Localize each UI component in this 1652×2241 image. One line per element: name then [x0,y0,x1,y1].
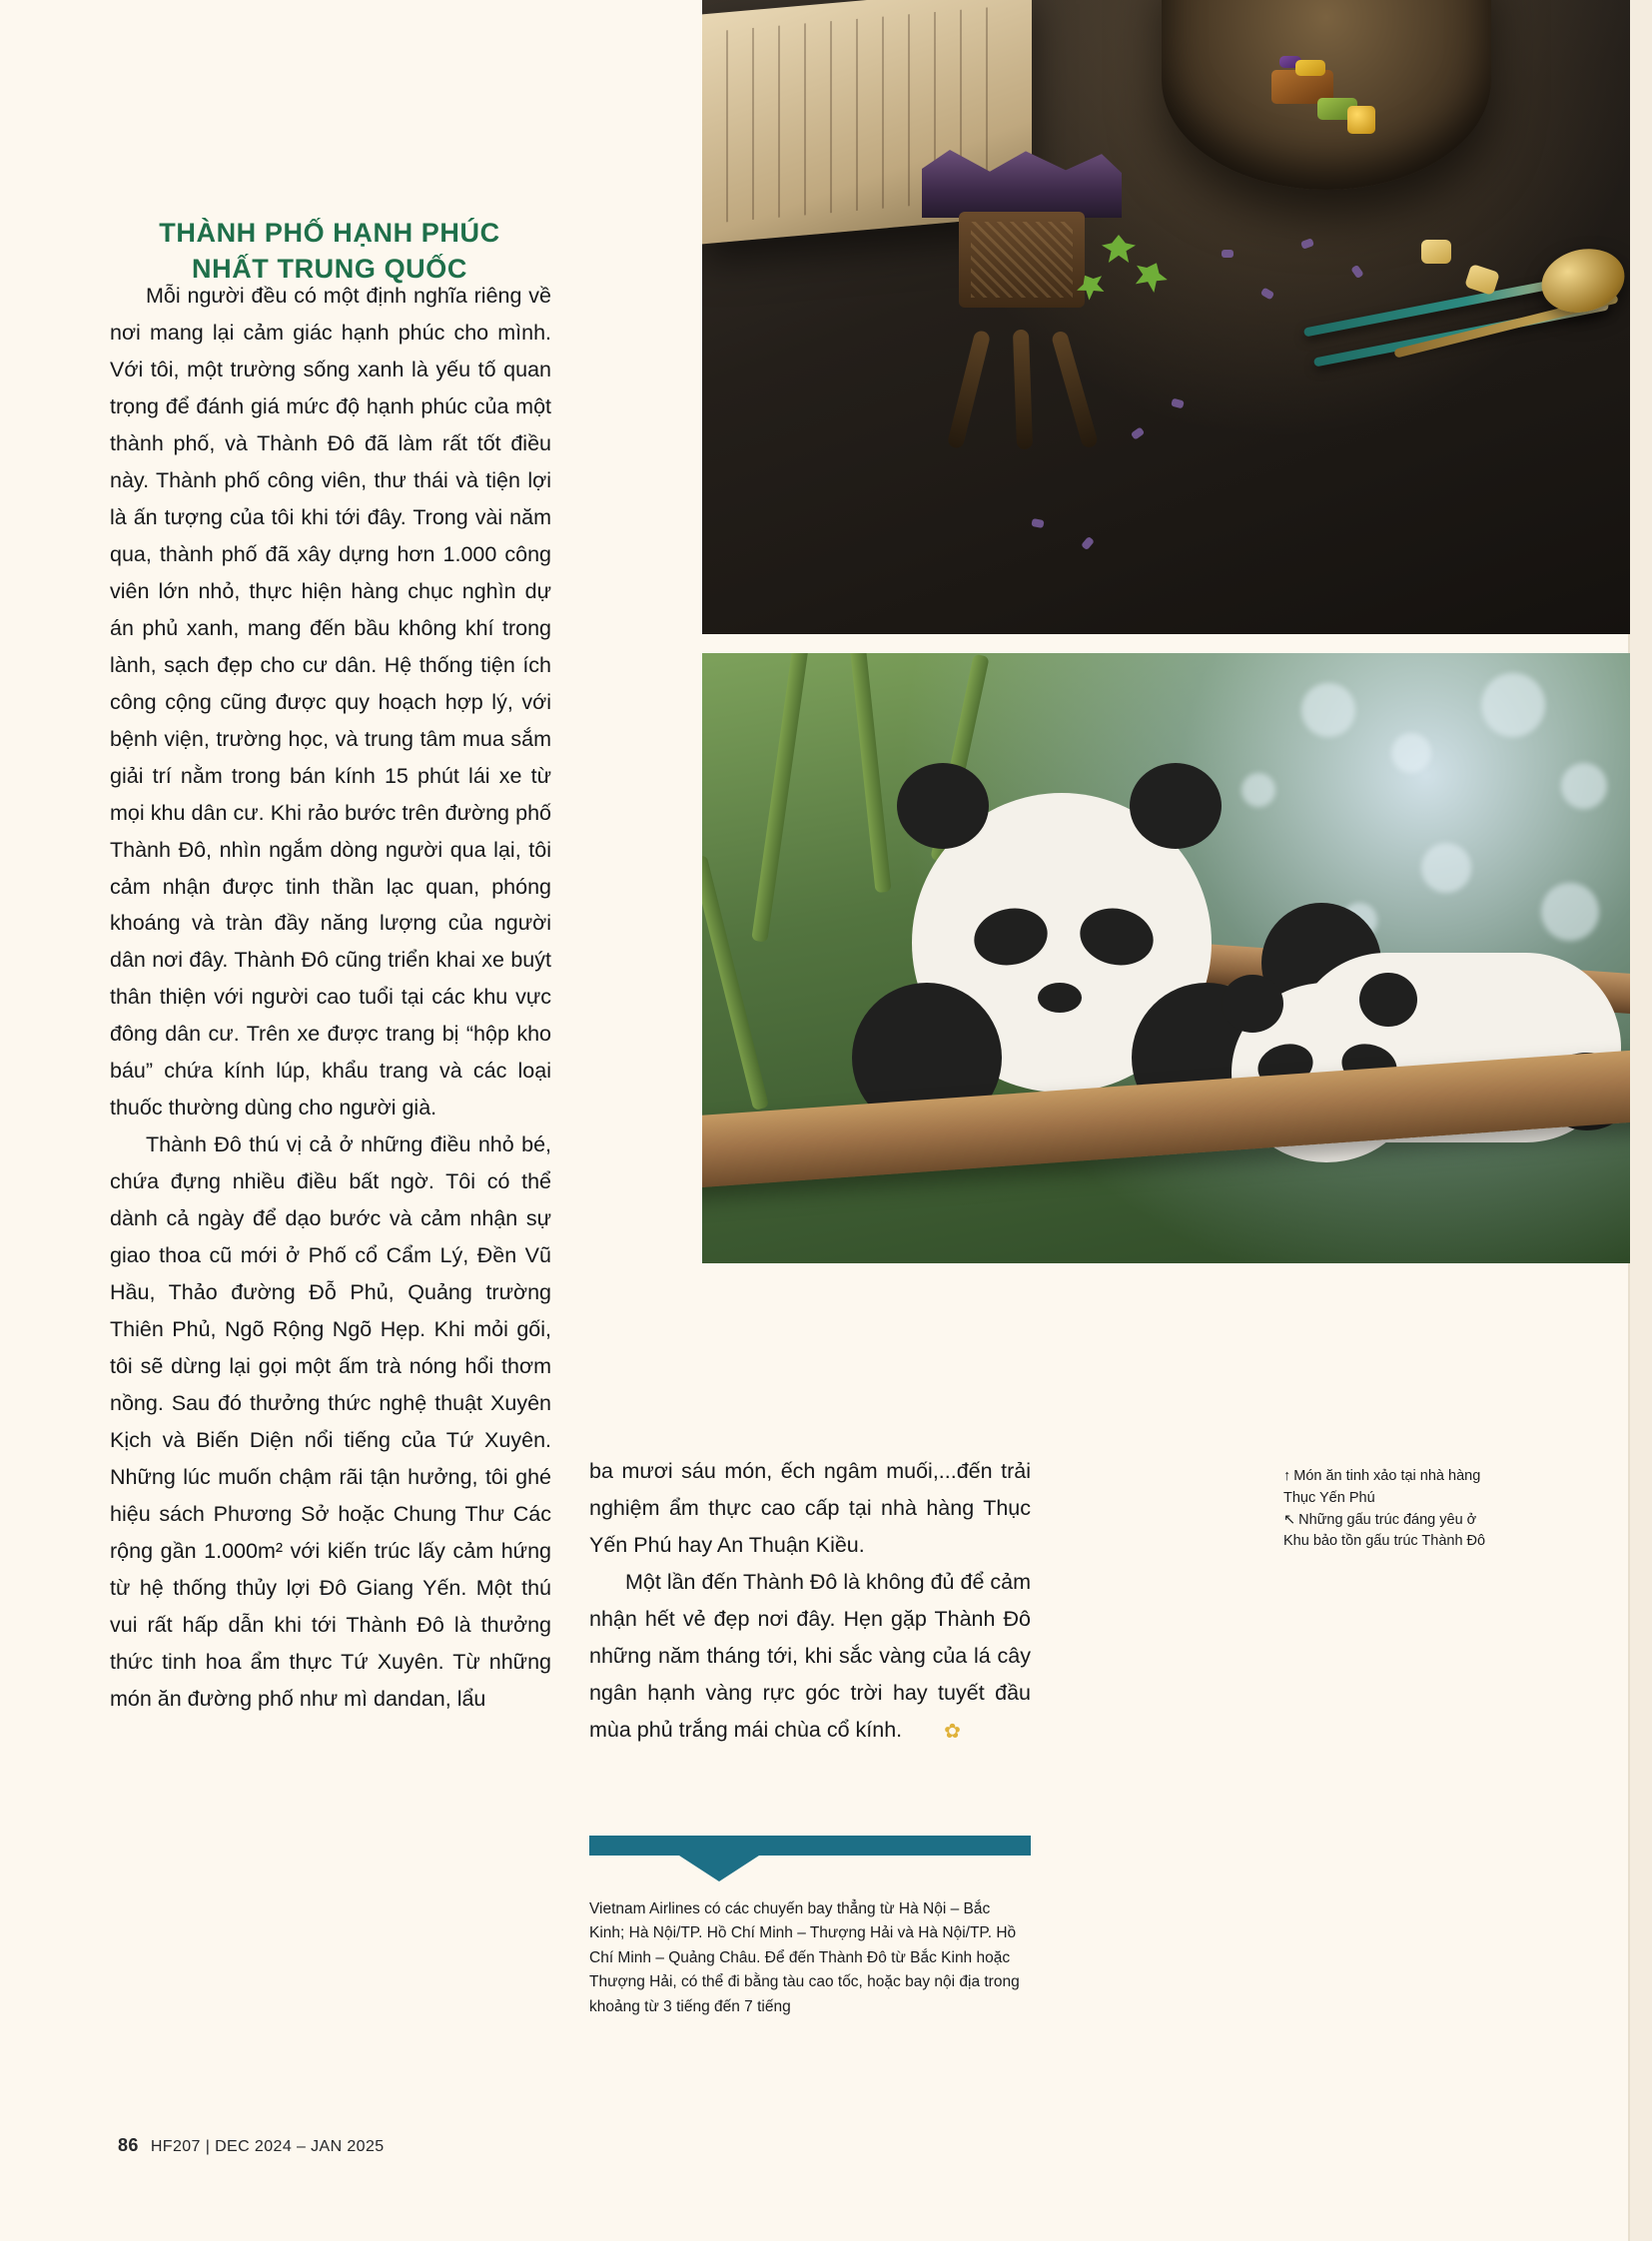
paragraph-2: Thành Đô thú vị cả ở những điều nhỏ bé, chứa đựng nhiều điều bất ngờ. Tôi có thể dành cả ngày để dạo bước và cảm nhận sự giao thoa cũ mới ở Phố cổ Cẩm Lý, Đền Vũ Hầu, Thảo đường Đỗ Phủ, Quảng trường Thiên Phủ, Ngõ Rộng Ngõ Hẹp. Khi mỏi gối, tôi sẽ dừng lại gọi một ấm trà nóng hổi thơm nồng. Sau đó thưởng thức nghệ thuật Xuyên Kịch và Biến Diện nổi tiếng của Tứ Xuyên. Những lúc muốn chậm rãi tận hưởng, tôi ghé hiệu sách Phương Sở hoặc Chung Thư Các rộng gần 1.000m² với kiến trúc lấy cảm hứng từ hệ thống thủy lợi Đô Giang Yến. Một thú vui rất hấp dẫn khi tới Thành Đô là thưởng thức tinh hoa ẩm thực Tứ Xuyên. Từ những món ăn đường phố như mì dandan, lẩu [110,1132,551,1711]
paragraph-1: Mỗi người đều có một định nghĩa riêng về nơi mang lại cảm giác hạnh phúc cho mình. Với tôi, một trường sống xanh là yếu tố quan trọng để đánh giá mức độ hạnh phúc của một thành phố, và Thành Đô đã làm rất tốt điều này. Thành phố công viên, thư thái và tiện lợi là ấn tượng của tôi khi tới đây. Trong vài năm qua, thành phố đã xây dựng hơn 1.000 công viên lớn nhỏ, thực hiện hàng chục nghìn dự án phủ xanh, mang đến bầu không khí trong lành, sạch đẹp cho cư dân. Hệ thống tiện ích công cộng cũng được quy hoạch hợp lý, với bệnh viện, trường học, và trung tâm mua sắm giải trí nằm trong bán kính 15 phút lái xe từ mọi khu dân cư. Khi rảo bước trên đường phố Thành Đô, nhìn ngắm dòng người qua lại, tôi cảm nhận được tinh thần lạc quan, phóng khoáng và tràn đầy năng lượng của người dân nơi đây. Thành Đô cũng triển khai xe buýt thân thiện với người cao tuổi tại các khu vực đông dân cư. Trên xe được trang bị “hộp kho báu” chứa kính lúp, khẩu trang và các loại thuốc thường dùng cho người già. [110,284,551,1120]
food-plating-photo [702,0,1630,634]
bokeh-light [1421,843,1471,893]
paragraph-4-text: Một lần đến Thành Đô là không đủ để cảm nhận hết vẻ đẹp nơi đây. Hẹn gặp Thành Đô những năm tháng tới, khi sắc vàng của lá cây ngân hạnh vàng rực góc trời hay tuyết đầu mùa phủ trắng mái chùa cổ kính. [589,1569,1031,1742]
headline-line-1: THÀNH PHỐ HẠNH PHÚC [159,218,500,249]
bokeh-light [1301,683,1355,737]
vessel-leg [947,330,992,449]
bokeh-light [1241,773,1275,807]
ginger-slice [1421,240,1451,264]
page-edge [1630,0,1652,2241]
ribbon-notch [679,1856,759,1881]
flight-info-note: Vietnam Airlines có các chuyến bay thẳng từ Hà Nội – Bắc Kinh; Hà Nội/TP. Hồ Chí Minh – Thượng Hải và Hà Nội/TP. Hồ Chí Minh – Quảng Châu. Để đến Thành Đô từ Bắc Kinh hoặc Thượng Hải, có thể đi bằng tàu cao tốc, hoặc bay nội địa trong khoảng từ 3 tiếng đến 7 tiếng [589,1900,1020,2015]
article-column-right [589,1453,1031,1749]
vessel-body [959,212,1085,308]
end-mark-icon: ✿ [944,1720,961,1743]
dish-element-sphere [1347,106,1375,134]
panda-ear [897,763,989,849]
dish-element-yellow [1295,60,1325,76]
panda-nose [1038,983,1082,1013]
petal-crumb [1222,250,1234,258]
giant-pandas-photo [702,653,1630,1263]
issue-info: HF207 | DEC 2024 – JAN 2025 [150,2138,385,2155]
page-footer [118,2135,385,2156]
bronze-vessel [917,150,1127,449]
panda-ear [1130,763,1222,849]
vessel-rim [922,150,1122,218]
bokeh-light [1481,673,1545,737]
caption-food-text: Món ăn tinh xảo tại nhà hàng Thục Yến Phú [1283,1468,1481,1506]
caption-arrow-up-icon: ↑ [1283,1468,1291,1484]
vessel-leg [1013,330,1033,449]
vessel-leg [1051,330,1099,449]
page-number: 86 [118,2135,139,2155]
bokeh-light [1561,763,1607,809]
caption-pandas-text: Những gấu trúc đáng yêu ở Khu bảo tồn gấu trúc Thành Đô [1283,1511,1486,1550]
caption-food [1283,1466,1493,1510]
panda-ear [1222,975,1283,1033]
plated-dish [1261,60,1411,130]
note-ribbon [589,1836,1031,1868]
article-column-left [110,278,551,1718]
bokeh-light [1541,883,1599,941]
panda-ear [1359,973,1417,1027]
headline-line-2: NHẤT TRUNG QUỐC [192,253,467,284]
paragraph-4 [589,1564,1031,1749]
bokeh-light [1391,733,1431,773]
ribbon-bar [589,1836,1031,1856]
caption-arrow-upleft-icon: ↖ [1283,1511,1296,1528]
paragraph-3: ba mươi sáu món, ếch ngâm muối,...đến trải nghiệm ẩm thực cao cấp tại nhà hàng Thục Yến Phú hay An Thuận Kiều. [589,1459,1031,1557]
photo-captions [1283,1466,1493,1553]
caption-pandas [1283,1510,1493,1554]
